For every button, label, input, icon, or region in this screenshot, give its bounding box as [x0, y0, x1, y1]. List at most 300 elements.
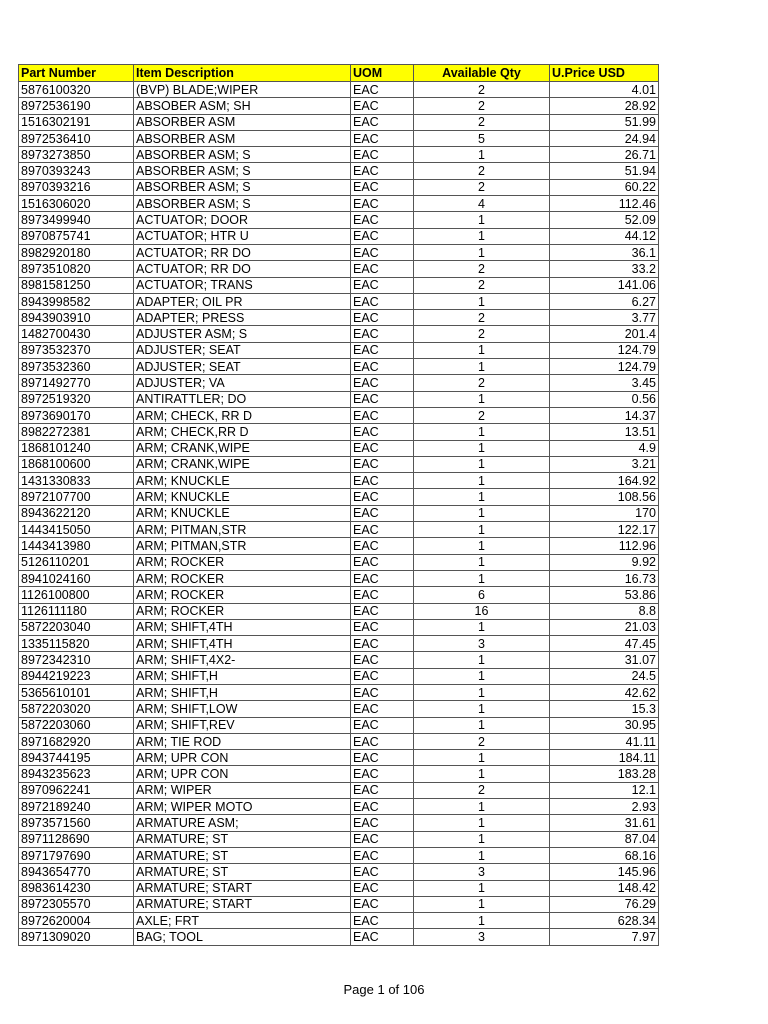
part-number-cell: 1868101240: [19, 440, 134, 456]
table-row: [19, 147, 659, 163]
uom-cell: EAC: [351, 277, 414, 293]
unit-price-cell: 184.11: [550, 750, 659, 766]
uom-cell: EAC: [351, 522, 414, 538]
table-row: [19, 391, 659, 407]
unit-price-cell: 108.56: [550, 489, 659, 505]
uom-cell: EAC: [351, 440, 414, 456]
table-row: [19, 228, 659, 244]
table-row: [19, 880, 659, 896]
item-description-cell: ADAPTER; OIL PR: [134, 293, 351, 309]
unit-price-cell: 30.95: [550, 717, 659, 733]
part-number-cell: 1431330833: [19, 473, 134, 489]
uom-cell: EAC: [351, 668, 414, 684]
part-number-cell: 8970393243: [19, 163, 134, 179]
table-row: [19, 701, 659, 717]
unit-price-cell: 53.86: [550, 587, 659, 603]
item-description-cell: ACTUATOR; RR DO: [134, 244, 351, 260]
unit-price-cell: 41.11: [550, 733, 659, 749]
part-number-cell: 8970875741: [19, 228, 134, 244]
part-number-cell: 8972189240: [19, 799, 134, 815]
table-row: [19, 473, 659, 489]
unit-price-cell: 122.17: [550, 522, 659, 538]
part-number-cell: 1482700430: [19, 326, 134, 342]
unit-price-cell: 36.1: [550, 244, 659, 260]
uom-cell: EAC: [351, 880, 414, 896]
item-description-cell: ARM; SHIFT,4TH: [134, 619, 351, 635]
item-description-cell: ARM; CRANK,WIPE: [134, 440, 351, 456]
part-number-cell: 8943235623: [19, 766, 134, 782]
table-row: [19, 799, 659, 815]
part-number-cell: 8943622120: [19, 505, 134, 521]
table-row: [19, 114, 659, 130]
table-row: [19, 407, 659, 423]
table-row: [19, 98, 659, 114]
uom-cell: EAC: [351, 864, 414, 880]
available-qty-cell: 1: [414, 359, 550, 375]
available-qty-cell: 2: [414, 277, 550, 293]
unit-price-cell: 201.4: [550, 326, 659, 342]
uom-cell: EAC: [351, 831, 414, 847]
uom-cell: EAC: [351, 196, 414, 212]
item-description-cell: ARM; SHIFT,4X2-: [134, 652, 351, 668]
available-qty-cell: 1: [414, 880, 550, 896]
available-qty-cell: 1: [414, 717, 550, 733]
item-description-cell: ABSORBER ASM; S: [134, 196, 351, 212]
unit-price-cell: 0.56: [550, 391, 659, 407]
item-description-cell: ABSORBER ASM; S: [134, 179, 351, 195]
available-qty-cell: 2: [414, 375, 550, 391]
uom-cell: EAC: [351, 913, 414, 929]
item-description-cell: ARM; WIPER: [134, 782, 351, 798]
unit-price-cell: 33.2: [550, 261, 659, 277]
header-part-number: Part Number: [19, 65, 134, 82]
table-row: [19, 293, 659, 309]
available-qty-cell: 1: [414, 668, 550, 684]
unit-price-cell: 8.8: [550, 603, 659, 619]
available-qty-cell: 2: [414, 407, 550, 423]
header-unit-price: U.Price USD: [550, 65, 659, 82]
table-row: [19, 212, 659, 228]
available-qty-cell: 1: [414, 293, 550, 309]
uom-cell: EAC: [351, 815, 414, 831]
part-number-cell: 8971128690: [19, 831, 134, 847]
available-qty-cell: 2: [414, 179, 550, 195]
item-description-cell: ARM; PITMAN,STR: [134, 538, 351, 554]
item-description-cell: ARM; SHIFT,REV: [134, 717, 351, 733]
part-number-cell: 8972107700: [19, 489, 134, 505]
uom-cell: EAC: [351, 261, 414, 277]
available-qty-cell: 1: [414, 913, 550, 929]
item-description-cell: ADAPTER; PRESS: [134, 310, 351, 326]
table-row: [19, 342, 659, 358]
available-qty-cell: 1: [414, 440, 550, 456]
uom-cell: EAC: [351, 82, 414, 98]
item-description-cell: ANTIRATTLER; DO: [134, 391, 351, 407]
item-description-cell: BAG; TOOL: [134, 929, 351, 945]
part-number-cell: 8972620004: [19, 913, 134, 929]
uom-cell: EAC: [351, 733, 414, 749]
table-body: [19, 82, 659, 946]
unit-price-cell: 24.94: [550, 130, 659, 146]
unit-price-cell: 87.04: [550, 831, 659, 847]
part-number-cell: 1335115820: [19, 636, 134, 652]
unit-price-cell: 112.46: [550, 196, 659, 212]
available-qty-cell: 3: [414, 929, 550, 945]
uom-cell: EAC: [351, 310, 414, 326]
item-description-cell: ABSORBER ASM: [134, 130, 351, 146]
available-qty-cell: 1: [414, 342, 550, 358]
item-description-cell: ABSORBER ASM: [134, 114, 351, 130]
uom-cell: EAC: [351, 293, 414, 309]
part-number-cell: 8971682920: [19, 733, 134, 749]
table-row: [19, 261, 659, 277]
unit-price-cell: 13.51: [550, 424, 659, 440]
item-description-cell: ARM; KNUCKLE: [134, 473, 351, 489]
unit-price-cell: 148.42: [550, 880, 659, 896]
uom-cell: EAC: [351, 570, 414, 586]
unit-price-cell: 4.9: [550, 440, 659, 456]
table-row: [19, 489, 659, 505]
available-qty-cell: 4: [414, 196, 550, 212]
available-qty-cell: 1: [414, 831, 550, 847]
table-row: [19, 750, 659, 766]
available-qty-cell: 1: [414, 652, 550, 668]
table-row: [19, 570, 659, 586]
uom-cell: EAC: [351, 407, 414, 423]
unit-price-cell: 164.92: [550, 473, 659, 489]
uom-cell: EAC: [351, 489, 414, 505]
uom-cell: EAC: [351, 766, 414, 782]
item-description-cell: ARM; CHECK,RR D: [134, 424, 351, 440]
table-row: [19, 375, 659, 391]
table-row: [19, 864, 659, 880]
table-row: [19, 196, 659, 212]
table-header: [19, 65, 659, 82]
unit-price-cell: 16.73: [550, 570, 659, 586]
table-row: [19, 505, 659, 521]
item-description-cell: ADJUSTER ASM; S: [134, 326, 351, 342]
available-qty-cell: 2: [414, 782, 550, 798]
unit-price-cell: 183.28: [550, 766, 659, 782]
table-row: [19, 163, 659, 179]
item-description-cell: ARM; KNUCKLE: [134, 505, 351, 521]
table-row: [19, 636, 659, 652]
table-row: [19, 619, 659, 635]
part-number-cell: 5365610101: [19, 684, 134, 700]
unit-price-cell: 9.92: [550, 554, 659, 570]
uom-cell: EAC: [351, 375, 414, 391]
part-number-cell: 8973499940: [19, 212, 134, 228]
available-qty-cell: 2: [414, 114, 550, 130]
item-description-cell: ARM; PITMAN,STR: [134, 522, 351, 538]
available-qty-cell: 1: [414, 473, 550, 489]
unit-price-cell: 47.45: [550, 636, 659, 652]
table-row: [19, 456, 659, 472]
item-description-cell: ARM; UPR CON: [134, 766, 351, 782]
part-number-cell: 8972536190: [19, 98, 134, 114]
table-row: [19, 929, 659, 945]
item-description-cell: ARM; ROCKER: [134, 570, 351, 586]
part-number-cell: 8970393216: [19, 179, 134, 195]
table-row: [19, 913, 659, 929]
part-number-cell: 1516306020: [19, 196, 134, 212]
table-row: [19, 538, 659, 554]
uom-cell: EAC: [351, 717, 414, 733]
unit-price-cell: 3.77: [550, 310, 659, 326]
uom-cell: EAC: [351, 130, 414, 146]
unit-price-cell: 52.09: [550, 212, 659, 228]
table-row: [19, 522, 659, 538]
uom-cell: EAC: [351, 505, 414, 521]
item-description-cell: ARM; TIE ROD: [134, 733, 351, 749]
item-description-cell: ADJUSTER; SEAT: [134, 342, 351, 358]
part-number-cell: 8972536410: [19, 130, 134, 146]
part-number-cell: 8982272381: [19, 424, 134, 440]
available-qty-cell: 2: [414, 733, 550, 749]
item-description-cell: ARM; SHIFT,4TH: [134, 636, 351, 652]
table-row: [19, 424, 659, 440]
page-number: Page 1 of 106: [343, 982, 425, 997]
uom-cell: EAC: [351, 228, 414, 244]
table-row: [19, 766, 659, 782]
table-row: [19, 277, 659, 293]
available-qty-cell: 1: [414, 424, 550, 440]
item-description-cell: ABSORBER ASM; S: [134, 147, 351, 163]
uom-cell: EAC: [351, 391, 414, 407]
item-description-cell: ACTUATOR; HTR U: [134, 228, 351, 244]
unit-price-cell: 60.22: [550, 179, 659, 195]
available-qty-cell: 2: [414, 82, 550, 98]
part-number-cell: 8941024160: [19, 570, 134, 586]
unit-price-cell: 124.79: [550, 359, 659, 375]
available-qty-cell: 2: [414, 163, 550, 179]
table-row: [19, 554, 659, 570]
item-description-cell: ARM; ROCKER: [134, 554, 351, 570]
part-number-cell: 8973690170: [19, 407, 134, 423]
unit-price-cell: 26.71: [550, 147, 659, 163]
item-description-cell: ABSOBER ASM; SH: [134, 98, 351, 114]
table-row: [19, 652, 659, 668]
unit-price-cell: 170: [550, 505, 659, 521]
item-description-cell: ARMATURE; START: [134, 880, 351, 896]
available-qty-cell: 2: [414, 326, 550, 342]
item-description-cell: ARM; SHIFT,H: [134, 684, 351, 700]
uom-cell: EAC: [351, 359, 414, 375]
unit-price-cell: 628.34: [550, 913, 659, 929]
table-row: [19, 896, 659, 912]
uom-cell: EAC: [351, 701, 414, 717]
available-qty-cell: 1: [414, 815, 550, 831]
uom-cell: EAC: [351, 782, 414, 798]
part-number-cell: 1516302191: [19, 114, 134, 130]
unit-price-cell: 28.92: [550, 98, 659, 114]
uom-cell: EAC: [351, 179, 414, 195]
part-number-cell: 8971492770: [19, 375, 134, 391]
item-description-cell: ARM; CHECK, RR D: [134, 407, 351, 423]
table-row: [19, 668, 659, 684]
item-description-cell: ARMATURE ASM;: [134, 815, 351, 831]
item-description-cell: ARM; WIPER MOTO: [134, 799, 351, 815]
part-number-cell: 8972305570: [19, 896, 134, 912]
table-row: [19, 684, 659, 700]
item-description-cell: AXLE; FRT: [134, 913, 351, 929]
unit-price-cell: 68.16: [550, 847, 659, 863]
unit-price-cell: 4.01: [550, 82, 659, 98]
uom-cell: EAC: [351, 424, 414, 440]
part-number-cell: 8943654770: [19, 864, 134, 880]
item-description-cell: ARM; ROCKER: [134, 603, 351, 619]
available-qty-cell: 2: [414, 261, 550, 277]
available-qty-cell: 3: [414, 636, 550, 652]
uom-cell: EAC: [351, 603, 414, 619]
uom-cell: EAC: [351, 538, 414, 554]
item-description-cell: ARMATURE; ST: [134, 864, 351, 880]
item-description-cell: ARM; SHIFT,H: [134, 668, 351, 684]
uom-cell: EAC: [351, 473, 414, 489]
available-qty-cell: 1: [414, 228, 550, 244]
item-description-cell: ARMATURE; ST: [134, 831, 351, 847]
table-row: [19, 82, 659, 98]
available-qty-cell: 1: [414, 684, 550, 700]
unit-price-cell: 112.96: [550, 538, 659, 554]
part-number-cell: 8972519320: [19, 391, 134, 407]
uom-cell: EAC: [351, 326, 414, 342]
unit-price-cell: 3.21: [550, 456, 659, 472]
table-row: [19, 359, 659, 375]
part-number-cell: 8970962241: [19, 782, 134, 798]
item-description-cell: ARM; SHIFT,LOW: [134, 701, 351, 717]
part-number-cell: 5872203020: [19, 701, 134, 717]
item-description-cell: ARMATURE; START: [134, 896, 351, 912]
uom-cell: EAC: [351, 847, 414, 863]
part-number-cell: 8943744195: [19, 750, 134, 766]
part-number-cell: 8971797690: [19, 847, 134, 863]
available-qty-cell: 6: [414, 587, 550, 603]
item-description-cell: ACTUATOR; TRANS: [134, 277, 351, 293]
part-number-cell: 8973532360: [19, 359, 134, 375]
uom-cell: EAC: [351, 163, 414, 179]
available-qty-cell: 16: [414, 603, 550, 619]
table-row: [19, 815, 659, 831]
part-number-cell: 8944219223: [19, 668, 134, 684]
unit-price-cell: 76.29: [550, 896, 659, 912]
available-qty-cell: 1: [414, 391, 550, 407]
uom-cell: EAC: [351, 799, 414, 815]
table-row: [19, 179, 659, 195]
table-row: [19, 326, 659, 342]
unit-price-cell: 15.3: [550, 701, 659, 717]
item-description-cell: ABSORBER ASM; S: [134, 163, 351, 179]
available-qty-cell: 1: [414, 701, 550, 717]
part-number-cell: 5872203040: [19, 619, 134, 635]
header-uom: UOM: [351, 65, 414, 82]
uom-cell: EAC: [351, 114, 414, 130]
parts-table: [18, 64, 659, 946]
available-qty-cell: 3: [414, 864, 550, 880]
available-qty-cell: 5: [414, 130, 550, 146]
unit-price-cell: 141.06: [550, 277, 659, 293]
uom-cell: EAC: [351, 147, 414, 163]
uom-cell: EAC: [351, 652, 414, 668]
part-number-cell: 5872203060: [19, 717, 134, 733]
available-qty-cell: 1: [414, 896, 550, 912]
item-description-cell: ACTUATOR; DOOR: [134, 212, 351, 228]
item-description-cell: ARM; ROCKER: [134, 587, 351, 603]
unit-price-cell: 2.93: [550, 799, 659, 815]
table-row: [19, 603, 659, 619]
uom-cell: EAC: [351, 212, 414, 228]
unit-price-cell: 14.37: [550, 407, 659, 423]
item-description-cell: ADJUSTER; VA: [134, 375, 351, 391]
part-number-cell: 1126100800: [19, 587, 134, 603]
available-qty-cell: 1: [414, 766, 550, 782]
part-number-cell: 8983614230: [19, 880, 134, 896]
part-number-cell: 8971309020: [19, 929, 134, 945]
part-number-cell: 8973571560: [19, 815, 134, 831]
uom-cell: EAC: [351, 896, 414, 912]
unit-price-cell: 124.79: [550, 342, 659, 358]
available-qty-cell: 1: [414, 847, 550, 863]
item-description-cell: ARM; CRANK,WIPE: [134, 456, 351, 472]
uom-cell: EAC: [351, 619, 414, 635]
item-description-cell: ARM; KNUCKLE: [134, 489, 351, 505]
part-number-cell: 8943998582: [19, 293, 134, 309]
uom-cell: EAC: [351, 554, 414, 570]
uom-cell: EAC: [351, 456, 414, 472]
table-row: [19, 847, 659, 863]
available-qty-cell: 1: [414, 147, 550, 163]
unit-price-cell: 145.96: [550, 864, 659, 880]
available-qty-cell: 1: [414, 244, 550, 260]
uom-cell: EAC: [351, 684, 414, 700]
item-description-cell: ADJUSTER; SEAT: [134, 359, 351, 375]
uom-cell: EAC: [351, 750, 414, 766]
unit-price-cell: 31.61: [550, 815, 659, 831]
available-qty-cell: 2: [414, 98, 550, 114]
table-row: [19, 310, 659, 326]
uom-cell: EAC: [351, 342, 414, 358]
available-qty-cell: 1: [414, 505, 550, 521]
unit-price-cell: 6.27: [550, 293, 659, 309]
item-description-cell: ARM; UPR CON: [134, 750, 351, 766]
part-number-cell: 8973510820: [19, 261, 134, 277]
table-row: [19, 440, 659, 456]
table-row: [19, 244, 659, 260]
part-number-cell: 8982920180: [19, 244, 134, 260]
table-row: [19, 717, 659, 733]
available-qty-cell: 1: [414, 522, 550, 538]
unit-price-cell: 44.12: [550, 228, 659, 244]
unit-price-cell: 42.62: [550, 684, 659, 700]
part-number-cell: 1126111180: [19, 603, 134, 619]
available-qty-cell: 1: [414, 799, 550, 815]
available-qty-cell: 1: [414, 456, 550, 472]
part-number-cell: 5126110201: [19, 554, 134, 570]
table-row: [19, 587, 659, 603]
available-qty-cell: 1: [414, 570, 550, 586]
unit-price-cell: 31.07: [550, 652, 659, 668]
uom-cell: EAC: [351, 929, 414, 945]
available-qty-cell: 1: [414, 750, 550, 766]
uom-cell: EAC: [351, 244, 414, 260]
part-number-cell: 1868100600: [19, 456, 134, 472]
table-row: [19, 733, 659, 749]
unit-price-cell: 3.45: [550, 375, 659, 391]
header-row: [19, 65, 659, 82]
table-row: [19, 782, 659, 798]
part-number-cell: 8972342310: [19, 652, 134, 668]
header-item-description: Item Description: [134, 65, 351, 82]
